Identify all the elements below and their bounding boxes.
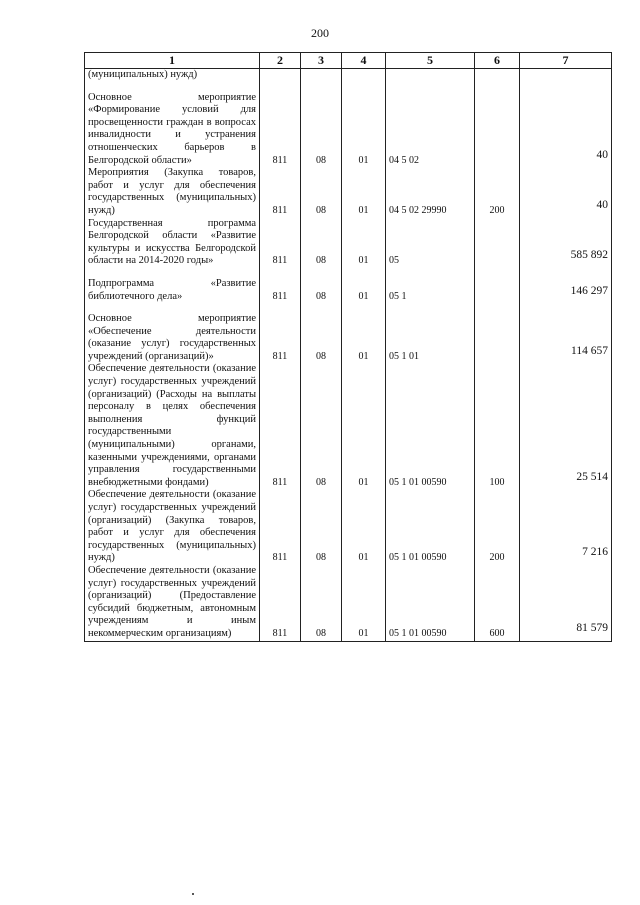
stray-mark [192,893,194,895]
expense-type-code [475,69,520,82]
section-code: 08 [301,303,342,363]
target-article-code [386,69,475,82]
row-name: Мероприятия (Закупка товаров, работ и услуг для обеспечения государственных (муниципальных) нужд) [85,167,260,217]
amount [520,565,612,641]
amount-value: 114 657 [571,344,608,357]
amount-value: 585 892 [570,249,608,262]
amount-value: 146 297 [570,284,608,297]
column-header: 5 [386,53,475,69]
expense-type-code: 200 [475,167,520,217]
table-row [85,489,612,565]
column-header: 4 [342,53,386,69]
subsection-code: 01 [342,303,386,363]
table-row [85,268,612,303]
section-code: 08 [301,82,342,168]
column-header: 1 [85,53,260,69]
table-row [85,363,612,489]
subsection-code: 01 [342,167,386,217]
target-article-code: 05 [386,218,475,268]
expense-type-code [475,303,520,363]
row-name: Обеспечение деятельности (оказание услуг) государственных учреждений (организаций) (Предоставление субсидий бюджетным, автономным учреждениям и иным некоммерческим организациям) [85,565,260,641]
table-row [85,69,612,82]
row-name: (муниципальных) нужд) [85,69,260,82]
target-article-code: 05 1 01 00590 [386,489,475,565]
amount [520,82,612,168]
section-code: 08 [301,218,342,268]
target-article-code: 05 1 [386,268,475,303]
target-article-code: 05 1 01 00590 [386,363,475,489]
amount-value: 7 216 [582,546,608,559]
subsection-code: 01 [342,268,386,303]
amount [520,268,612,303]
subsection-code: 01 [342,489,386,565]
column-header: 7 [520,53,612,69]
table-row [85,167,612,217]
target-article-code: 05 1 01 00590 [386,565,475,641]
row-name: Подпрограмма «Развитие библиотечного дела» [85,268,260,303]
amount-value: 81 579 [576,621,608,634]
ministry-code: 811 [260,167,301,217]
section-code: 08 [301,565,342,641]
amount [520,363,612,489]
ministry-code: 811 [260,565,301,641]
amount-value: 40 [596,198,608,211]
amount [520,489,612,565]
section-code [301,69,342,82]
expense-type-code [475,268,520,303]
ministry-code: 811 [260,218,301,268]
amount-value: 25 514 [576,470,608,483]
expense-type-code: 100 [475,363,520,489]
row-name: Обеспечение деятельности (оказание услуг) государственных учреждений (организаций) (Расходы на выплаты персоналу в целях обеспечения выполнения функций государственными (муниципальными) органами, казенными учреждениями, органами управления государственными внебюджетными фондами) [85,363,260,489]
row-name: Обеспечение деятельности (оказание услуг) государственных учреждений (организаций) (Закупка товаров, работ и услуг для обеспечения государственных (муниципальных) нужд) [85,489,260,565]
subsection-code: 01 [342,218,386,268]
column-header: 2 [260,53,301,69]
ministry-code: 811 [260,303,301,363]
ministry-code: 811 [260,489,301,565]
subsection-code: 01 [342,82,386,168]
amount [520,218,612,268]
section-code: 08 [301,489,342,565]
section-code: 08 [301,167,342,217]
expense-type-code [475,82,520,168]
budget-table [84,52,612,642]
row-name: Государственная программа Белгородской области «Развитие культуры и искусства Белгородской области на 2014-2020 годы» [85,218,260,268]
amount [520,303,612,363]
subsection-code: 01 [342,363,386,489]
amount [520,167,612,217]
column-header: 6 [475,53,520,69]
page-number: 200 [311,26,329,40]
ministry-code: 811 [260,363,301,489]
section-code: 08 [301,268,342,303]
target-article-code: 04 5 02 [386,82,475,168]
ministry-code: 811 [260,82,301,168]
ministry-code [260,69,301,82]
amount [520,69,612,82]
table-header-row [85,53,612,69]
table-row [85,303,612,363]
expense-type-code: 600 [475,565,520,641]
subsection-code [342,69,386,82]
target-article-code: 04 5 02 29990 [386,167,475,217]
row-name: Основное мероприятие «Обеспечение деятельности (оказание услуг) государственных учреждений (организаций)» [85,303,260,363]
row-name: Основное мероприятие «Формирование условий для просвещенности граждан в вопросах инвалидности и устранения отношенческих барьеров в Белгородской области» [85,82,260,168]
subsection-code: 01 [342,565,386,641]
table-row [85,565,612,641]
expense-type-code: 200 [475,489,520,565]
target-article-code: 05 1 01 [386,303,475,363]
ministry-code: 811 [260,268,301,303]
expense-type-code [475,218,520,268]
table-row [85,82,612,168]
amount-value: 40 [596,148,608,161]
table-row [85,218,612,268]
column-header: 3 [301,53,342,69]
section-code: 08 [301,363,342,489]
